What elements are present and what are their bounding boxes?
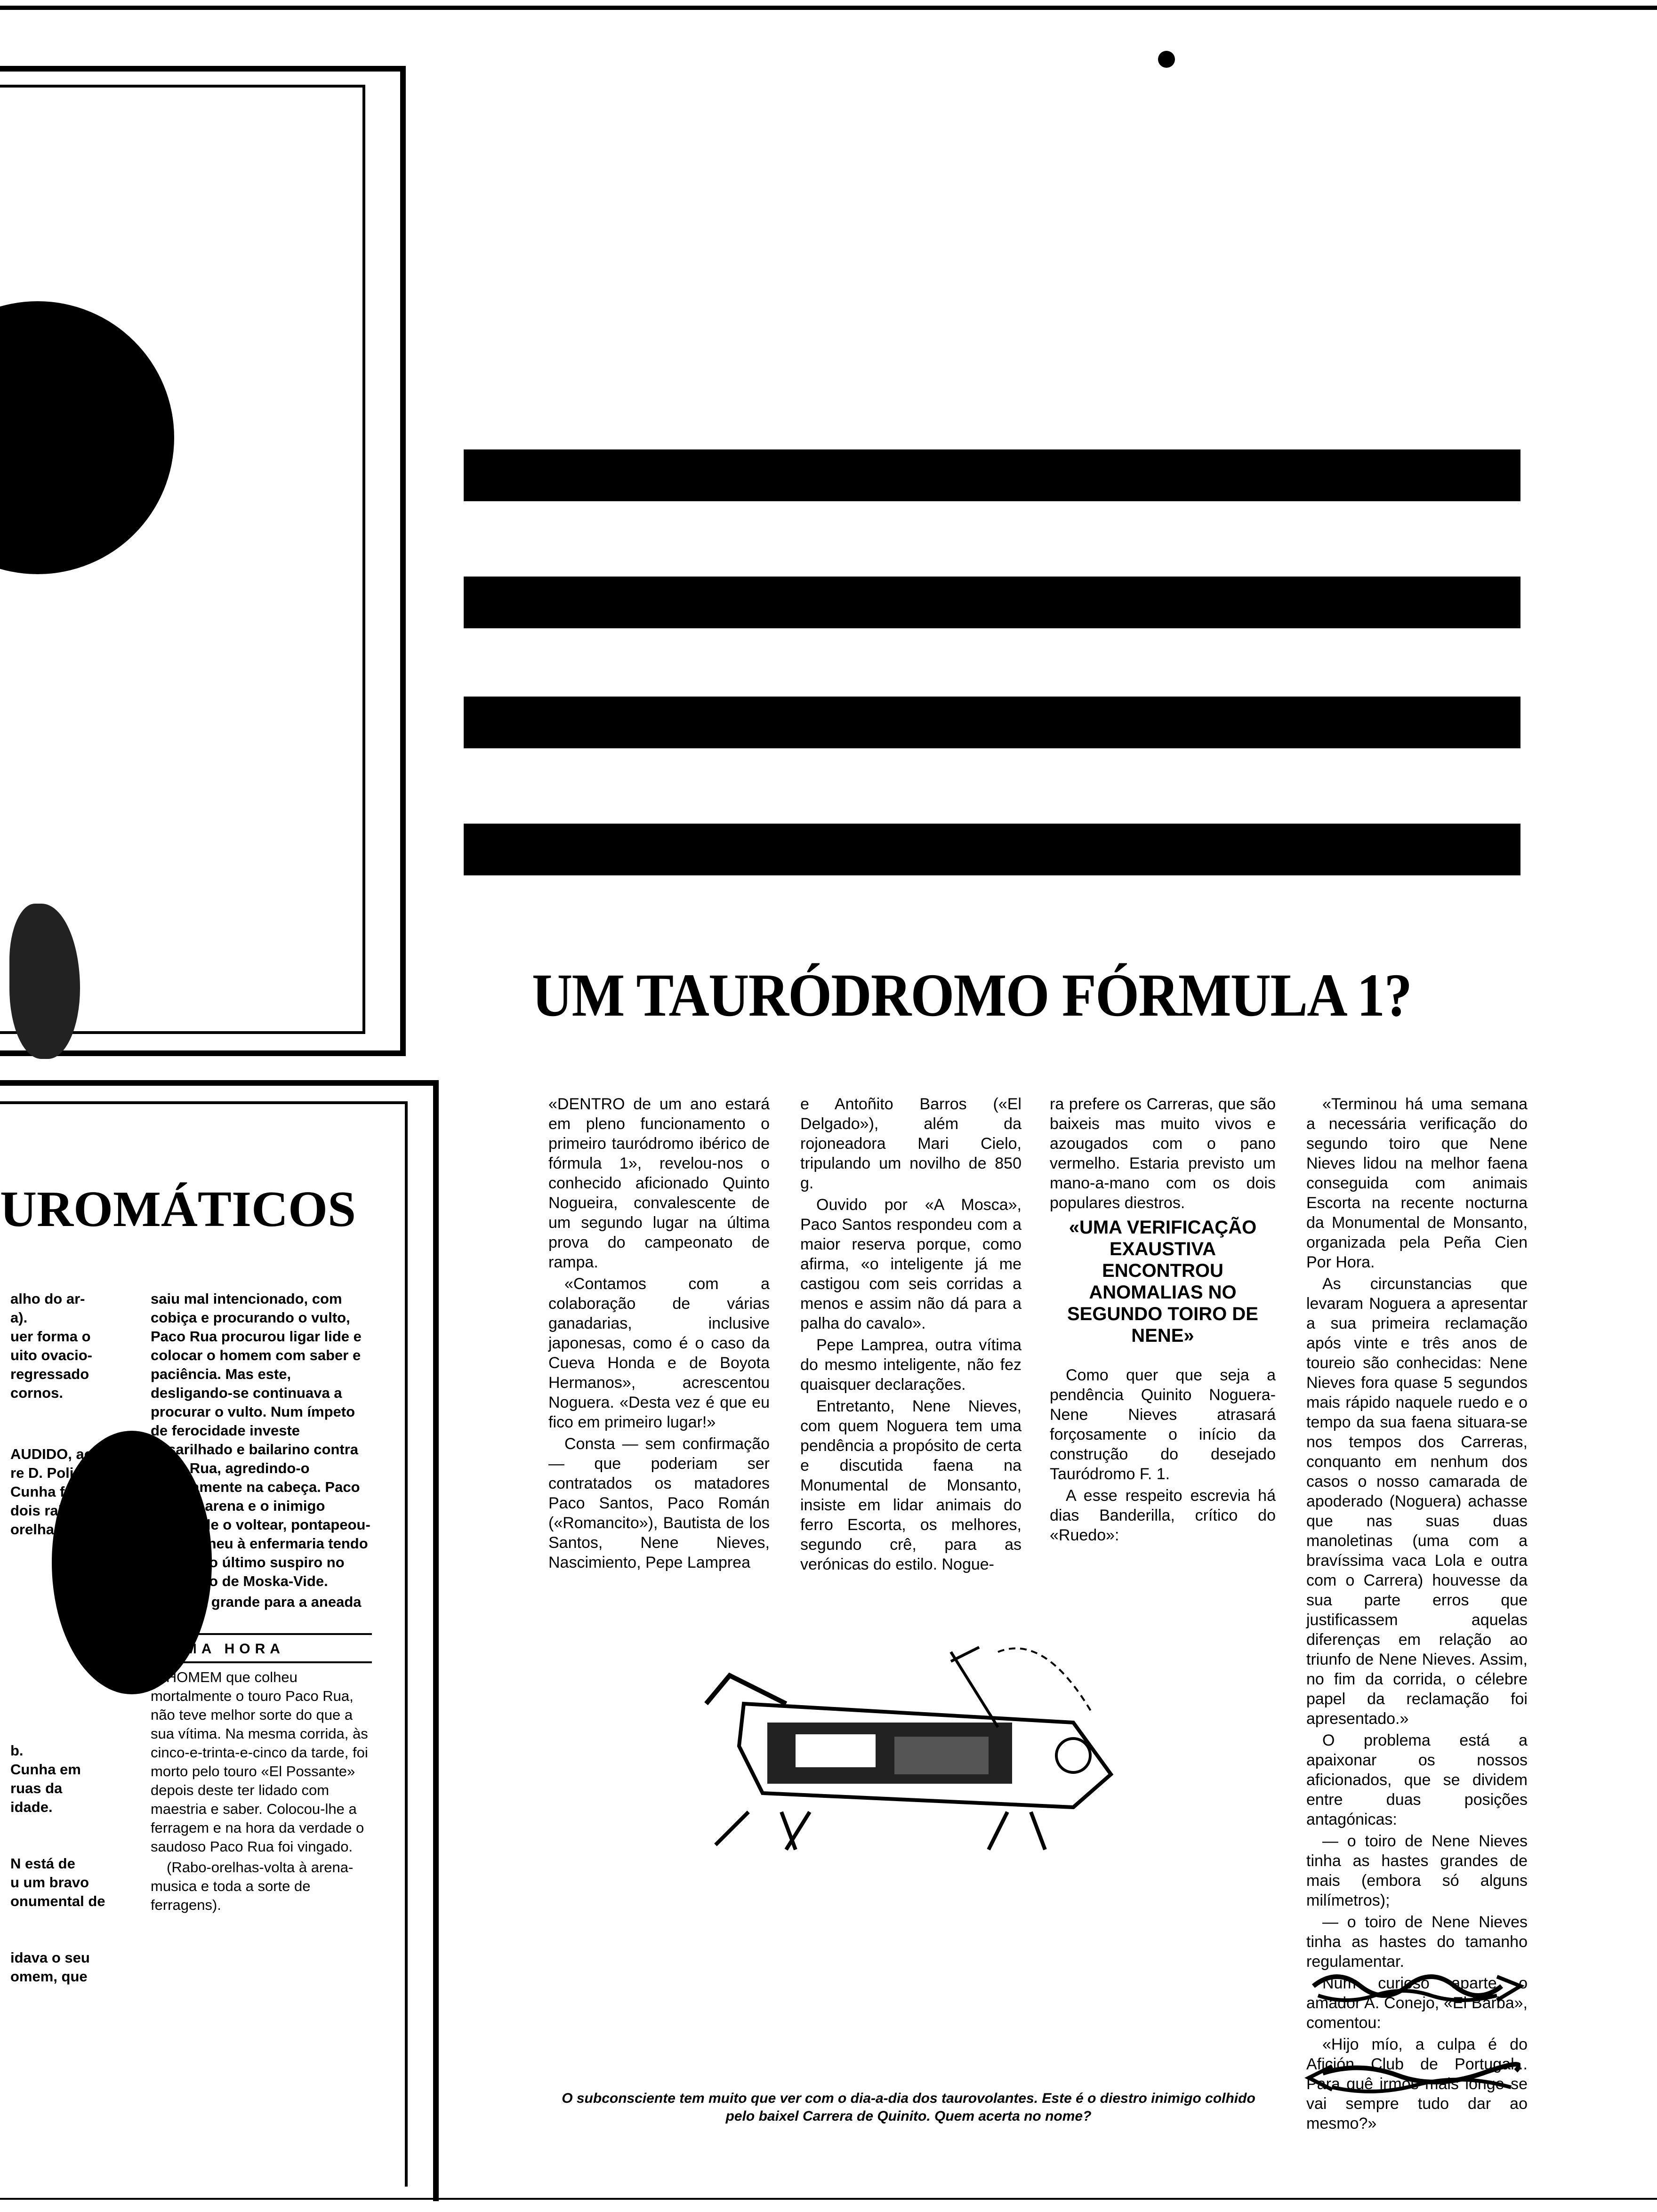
- banner-bar: [464, 577, 1520, 628]
- article-paragraph: O problema está a apaixonar os nossos aficionados, que se dividem entre duas posições antagónicas:: [1306, 1731, 1528, 1828]
- left-col-a-line: uer forma o: [10, 1328, 91, 1345]
- left-page-col-b: [151, 1290, 372, 1916]
- left-col-a-line: alho do ar-: [10, 1290, 85, 1307]
- left-col-a-line: dois rabos: [10, 1502, 84, 1519]
- left-col-a-line: uito ovacio-: [10, 1347, 92, 1363]
- racing-car-bull-cartoon-icon: [687, 1633, 1158, 1864]
- left-col-a-line: Cunha foram: [10, 1483, 101, 1500]
- left-col-b-paragraph: Perda grande para a aneada brava!: [151, 1594, 362, 1629]
- left-col-a-line: re D. Poli-: [10, 1465, 79, 1481]
- top-rule: [0, 6, 1657, 10]
- article-paragraph: Como quer que seja a pendência Quinito Noguera-Nene Nieves atrasará forçosamente o início da construção do desejado Tauródromo F. 1.: [1050, 1366, 1276, 1483]
- article-paragraph: ra prefere os Carreras, que são baixeis mas muito vivos e azougados com o pano vermelho. Estaria previsto um mano-a-mano com os dois populares diestros.: [1050, 1095, 1276, 1212]
- left-col-a-line: AUDIDO, ao: [10, 1446, 93, 1462]
- article-paragraph: Num curioso aparte o amador A. Conejo, «El Barba», comentou:: [1306, 1974, 1528, 2032]
- left-col-a-line: u um bravo: [10, 1874, 89, 1891]
- article-paragraph: e Antoñito Barros («El Delgado»), além da rojoneadora Mari Cielo, tripulando um novilho de 850 g.: [800, 1095, 1022, 1192]
- banner-bar: [464, 824, 1520, 875]
- left-col-a-line: orelhas por: [10, 1521, 90, 1538]
- article-subhead: «UMA VERIFICAÇÃO EXAUSTIVA ENCONTROU ANOMALIAS NO SEGUNDO TOIRO DE NENE»: [1067, 1217, 1258, 1346]
- left-col-a-line: idava o seu: [10, 1949, 90, 1966]
- article-paragraph: «Contamos com a colaboração de várias ganadarias, inclusive japonesas, como é o caso da Cueva Honda e de Boyota Hermanos», acrescentou Noguera. «Desta vez é que eu fico em primeiro lugar!»: [548, 1275, 770, 1431]
- article-paragraph: — o toiro de Nene Nieves tinha as hastes do tamanho regulamentar.: [1306, 1913, 1528, 1971]
- banner-bar: [464, 449, 1520, 501]
- left-col-a-line: N está de: [10, 1855, 75, 1872]
- article-paragraph: Consta — sem confirmação — que poderiam ser contratados os matadores Paco Santos, Paco Román («Romancito»), Bautista de los Santos, Nene Nieves, Nascimiento, Pepe Lamprea: [548, 1435, 770, 1571]
- left-col-a-line: a).: [10, 1309, 28, 1326]
- banner-bar: [464, 697, 1520, 748]
- article-col-3: [1050, 1094, 1276, 1547]
- left-col-a-line: onumental de: [10, 1893, 105, 1909]
- article-paragraph: Entretanto, Nene Nieves, com quem Noguera tem uma pendência a propósito de certa e discutida faena na Monumental de Monsanto, insiste em lidar animais do ferro Escorta, os melhores, segundo crê, para as verónicas do estilo. Nogue-: [800, 1397, 1022, 1573]
- ink-dot: [1158, 51, 1175, 68]
- left-col-a-line: ruas da: [10, 1780, 63, 1796]
- article-col-2: [800, 1094, 1022, 1576]
- left-col-b-paragraph: O HOMEM que colheu mortalmente o touro Paco Rua, não teve melhor sorte do que a sua vítima. Na mesma corrida, às cinco-e-trinta-e-cinco da tarde, foi morto pelo touro «El Possante» depois deste ter lidado com maestria e saber. Colocou-lhe a ferragem e na hora da verdade o saudoso Paco Rua foi vingado.: [151, 1669, 368, 1855]
- article-headline: UM TAURÓDROMO FÓRMULA 1?: [532, 962, 1412, 1029]
- signature-stamp-icon: [1309, 1958, 1525, 2014]
- left-page-col-a: [10, 1290, 107, 1986]
- left-col-a-line: regressado: [10, 1366, 89, 1382]
- article-paragraph: As circunstancias que levaram Noguera a apresentar a sua primeira reclamação após vinte e três anos de toureio são conhecidas: Nene Nieves fora quase 5 segundos mais rápido naquele ruedo e o tempo da sua faena situara-se nos tempos dos Carreras, conquanto em nenhum dos casos o nosso camarada de apoderado (Noguera) achasse que nas suas duas manoletinas (uma com a bravíssima vaca Lola e outra com o Carrera) houvesse da sua parte erros que justificassem aquelas diferenças em relação ao triunfo de Nene Nieves. Assim, no fim da corrida, o célebre papel da reclamação foi apresentado.»: [1306, 1275, 1528, 1728]
- article-paragraph: «DENTRO de um ano estará em pleno funcionamento o primeiro tauródromo ibérico de fórmula 1», revelou-nos o conhecido aficionado Quinto Nogueira, convalescente de um segundo lugar na última prova do campeonato de rampa.: [548, 1095, 770, 1271]
- article-paragraph: «Hijo mío, a culpa é do Afición Club de Portugal... Para quê irmos mais longe se vai sempre tudo dar ao mesmo?»: [1306, 2036, 1528, 2132]
- left-col-b-paragraph: (Rabo-orelhas-volta à arena-musica e toda a sorte de ferragens).: [151, 1859, 354, 1913]
- left-col-a-line: Cunha em: [10, 1761, 81, 1778]
- left-page-headline: UROMÁTICOS: [0, 1181, 356, 1237]
- left-col-a-line: b.: [10, 1742, 24, 1759]
- left-col-a-line: cornos.: [10, 1385, 63, 1401]
- article-paragraph: — o toiro de Nene Nieves tinha as hastes grandes de mais (embora só alguns milímetros);: [1306, 1832, 1528, 1909]
- left-col-a-line: idade.: [10, 1799, 53, 1815]
- signature-stamp-icon: [1304, 2052, 1520, 2104]
- article-paragraph: Pepe Lamprea, outra vítima do mesmo inteligente, não fez quaisquer declarações.: [800, 1336, 1022, 1394]
- article-paragraph: A esse respeito escrevia há dias Banderilla, crítico do «Ruedo»:: [1050, 1487, 1276, 1544]
- article-col-1: [548, 1094, 770, 1574]
- article-paragraph: Ouvido por «A Mosca», Paco Santos respondeu com a maior reserva porque, como afirma, «o inteligente já me castigou com seis corridas a menos e assim não dá para a palha do cavalo».: [800, 1196, 1022, 1332]
- left-ultima-hora-label: LTIMA HORA: [151, 1641, 285, 1657]
- left-col-b-paragraph: saiu mal intencionado, com cobiça e procurando o vulto, Paco Rua procurou ligar lide e colocar o homem com saber e paciência. Mas este, desligando-se continuava a procurar o vulto. Num ímpeto de ferocidade investe ensarilhado e bailarino contra Paco Rua, agredindo-o furiosamente na cabeça. Paco caiu na arena e o inimigo depois de o voltear, pontapeou-o. Recolheu à enfermaria tendo exalado o último suspiro no Sanatório de Moska-Vide.: [151, 1290, 370, 1589]
- left-col-a-line: omem, que: [10, 1968, 88, 1985]
- left-col-b-divider: [151, 1661, 372, 1663]
- illustration-caption: O subconsciente tem muito que ver com o dia-a-dia dos taurovolantes. Este é o diestro inimigo colhido pelo baixel Carrera de Quinito. Quem acerta no nome?: [562, 2091, 1255, 2124]
- left-col-b-divider: [151, 1633, 372, 1635]
- article-paragraph: «Terminou há uma semana a necessária verificação do segundo toiro que Nene Nieves lidou na melhor faena conseguida com animais Escorta na recente nocturna da Monumental de Monsanto, organizada pela Peña Cien Por Hora.: [1306, 1095, 1528, 1271]
